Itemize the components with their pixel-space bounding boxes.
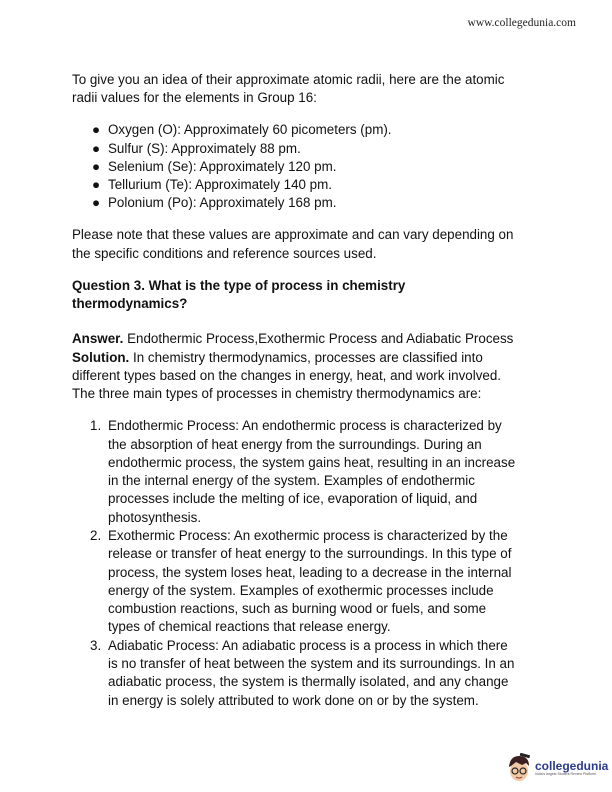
radii-list [72,121,552,212]
answer-paragraph [72,330,552,403]
text-line: in energy is solely attributed to work done on or by the system. [108,692,479,708]
logo-tagline: India's largest Student Review Platform [535,771,596,776]
text-line: Question 3. What is the type of process in chemistry [72,277,406,293]
text-line: thermodynamics? [72,296,188,312]
list-item [72,194,552,212]
process-list [72,417,552,710]
text-line: Exothermic Process: An exothermic process is characterized by the [108,527,508,543]
list-item-text: Sulfur (S): Approximately 88 pm. [108,140,301,156]
process-item [72,527,552,637]
text-line: The three main types of processes in chemistry thermodynamics are: [72,386,482,402]
bullet-icon: ● [92,177,101,193]
text-line: combustion reactions, such as burning wood or fuels, and some [108,601,487,617]
item-number: 2. [90,527,102,543]
text-line: is no transfer of heat between the system and its surroundings. In an [108,656,515,672]
item-number: 3. [90,637,102,653]
list-item [72,158,552,176]
solution-label: Solution. [72,349,130,365]
text-line: different types based on the changes in energy, heat, and work involved. [72,367,502,383]
site-url: www.collegedunia.com [467,17,576,29]
intro-paragraph [72,71,552,108]
text-line: photosynthesis. [108,509,202,525]
bullet-icon: ● [92,140,101,156]
list-item [72,121,552,139]
mascot-icon [506,753,532,783]
list-item [72,140,552,158]
text-line: Adiabatic Process: An adiabatic process is a process in which there [108,637,508,653]
text-line: adiabatic process, the system is thermally isolated, and any change [108,674,509,690]
document-body [72,71,552,710]
list-item-text: Tellurium (Te): Approximately 140 pm. [108,177,333,193]
text-line: release or transfer of heat energy to the surroundings. In this type of [108,546,512,562]
process-item [72,417,552,527]
answer-text: Endothermic Process,Exothermic Process and Adiabatic Process [123,331,514,347]
collegedunia-logo [506,753,608,783]
text-line: in the internal energy of the system. Examples of endothermic [108,473,475,489]
text-line: Endothermic Process: An endothermic process is characterized by [108,418,502,434]
list-item-text: Selenium (Se): Approximately 120 pm. [108,158,337,174]
solution-text: In chemistry thermodynamics, processes are classified into [129,349,483,365]
list-item-text: Polonium (Po): Approximately 168 pm. [108,195,337,211]
text-line: process, the system loses heat, leading to a decrease in the internal [108,564,512,580]
text-line: processes include the melting of ice, evaporation of liquid, and [108,491,478,507]
list-item-text: Oxygen (O): Approximately 60 picometers (pm). [108,122,392,138]
text-line: Please note that these values are approximate and can vary depending on [72,227,514,243]
text-line: endothermic process, the system gains heat, resulting in an increase [108,454,516,470]
bullet-icon: ● [92,195,101,211]
text-line: energy of the system. Examples of exothermic processes include [108,582,494,598]
text-line: the specific conditions and reference sources used. [72,245,377,261]
text-line: To give you an idea of their approximate atomic radii, here are the atomic [72,72,505,87]
bullet-icon: ● [92,158,101,174]
list-item [72,176,552,194]
text-line: types of chemical reactions that release energy. [108,619,391,635]
logo-name: collegedunia [535,758,609,773]
text-line: the absorption of heat energy from the surroundings. During an [108,436,482,452]
answer-label: Answer. [72,331,124,347]
item-number: 1. [90,418,102,434]
process-item [72,637,552,710]
note-paragraph [72,226,552,263]
question-heading [72,277,552,314]
bullet-icon: ● [92,122,101,138]
text-line: radii values for the elements in Group 16: [72,90,317,106]
